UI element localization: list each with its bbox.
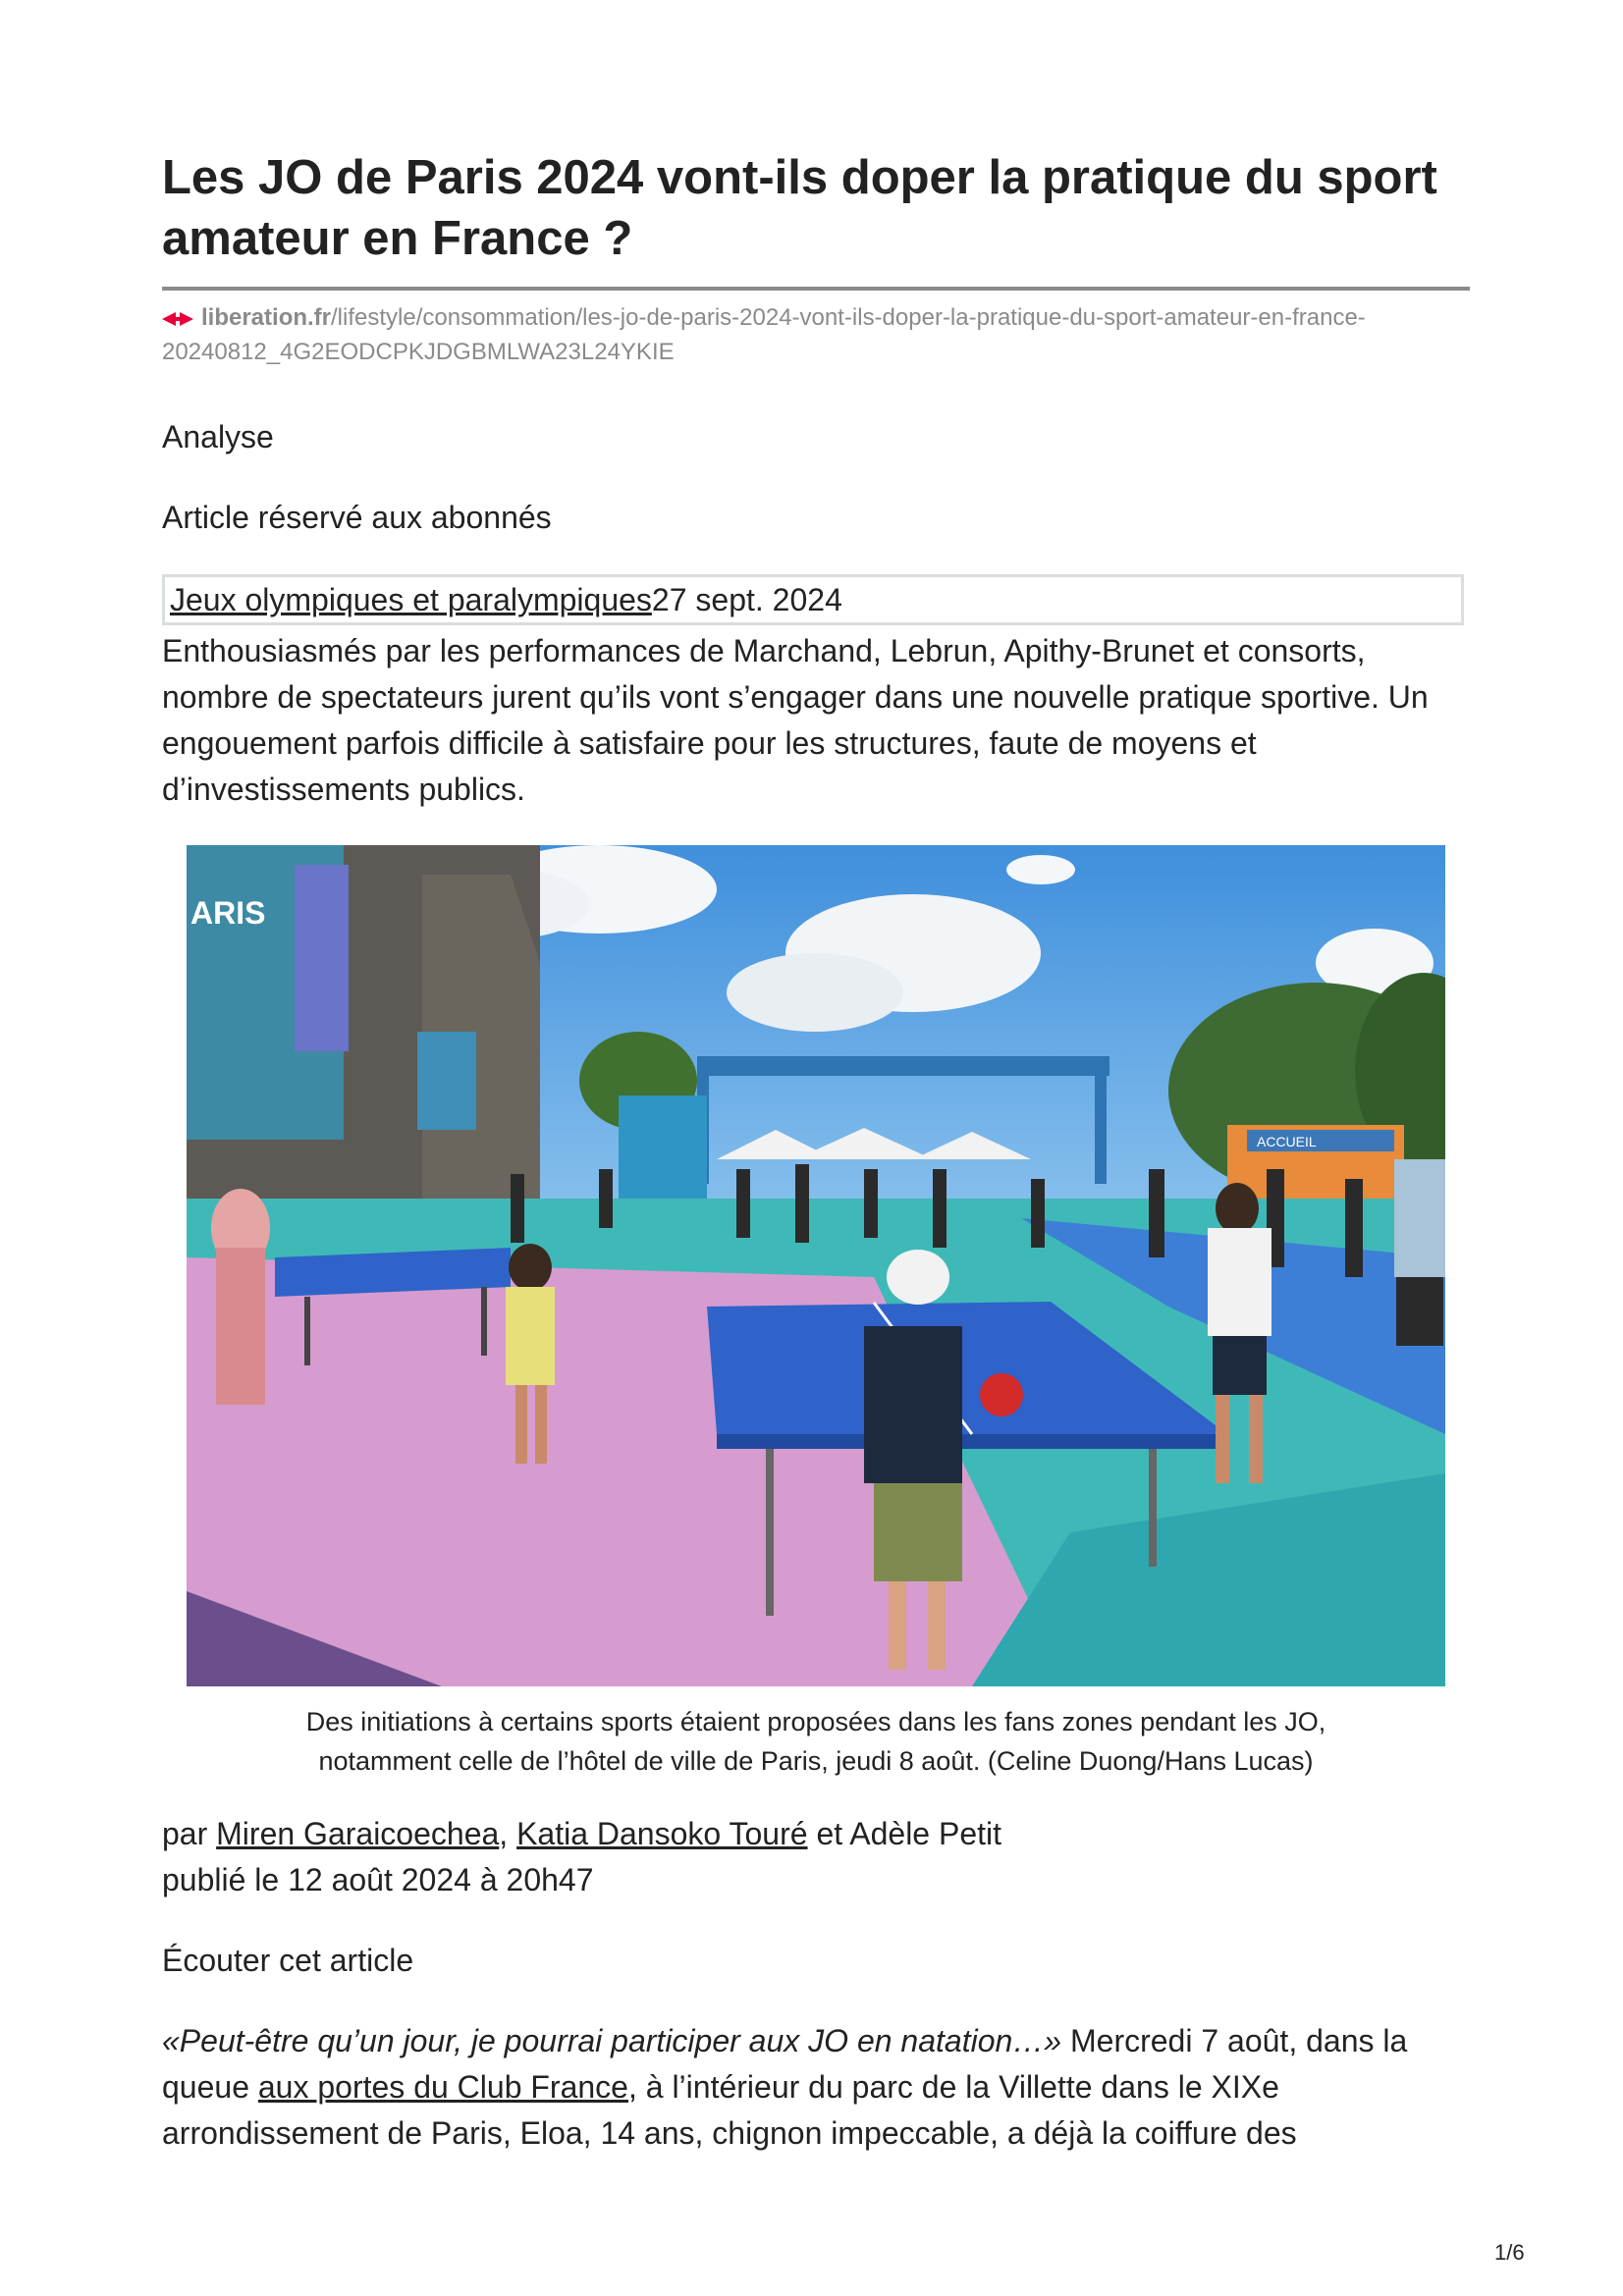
author-link-2[interactable]: Katia Dansoko Touré <box>516 1816 808 1851</box>
tag-link[interactable]: Jeux olympiques et paralympiques <box>170 582 652 617</box>
article-title: Les JO de Paris 2024 vont-ils doper la pratique du sport amateur en France ? <box>162 151 1437 265</box>
page-number: 1/6 <box>1494 2240 1525 2265</box>
tag-box <box>162 574 1464 625</box>
article-chapo: Enthousiasmés par les performances de Marchand, Lebrun, Apithy-Brunet et consorts, nombre de spectateurs jurent qu’ils vont s’engager dans une nouvelle pratique sportive. Un engouement parfois difficile à satisfaire pour les structures, faute de moyens et d’investissements publics. <box>162 633 1429 807</box>
caption-line-2: notamment celle de l’hôtel de ville de Paris, jeudi 8 août. (Celine Duong/Hans Lucas) <box>318 1746 1314 1776</box>
body-part-2: , à l’intérieur du parc de la Villette dans le XIXe arrondissement de Paris, Eloa, 14 ans, chignon impeccable, a déjà la coiffure des <box>162 2069 1297 2151</box>
source-path[interactable]: /lifestyle/consommation/les-jo-de-paris-2024-vont-ils-doper-la-pratique-du-sport-amateur-en-france-20240812_4G2EODCPKJDGBMLWA23L24YKIE <box>162 304 1366 365</box>
booth-sign-text: ACCUEIL <box>1257 1134 1317 1149</box>
article-photo <box>187 845 1445 1686</box>
photo-caption <box>162 1702 1470 1781</box>
article-body <box>162 2018 1470 2157</box>
body-quote: «Peut-être qu’un jour, je pourrai participer aux JO en natation…» <box>162 2023 1062 2058</box>
title-divider <box>162 287 1470 291</box>
caption-line-1: Des initiations à certains sports étaient proposées dans les fans zones pendant les JO, <box>305 1707 1326 1736</box>
fan-zone-photo <box>187 845 1445 1686</box>
listen-label[interactable]: Écouter cet article <box>162 1943 414 1978</box>
source-domain[interactable]: liberation.fr <box>201 304 332 331</box>
tag-date: 27 sept. 2024 <box>651 582 842 617</box>
source-url <box>162 300 1470 369</box>
author-link-1[interactable]: Miren Garaicoechea <box>216 1816 500 1851</box>
byline-prefix: par <box>162 1816 217 1851</box>
liberation-logo-icon <box>162 312 193 326</box>
published-date: publié le 12 août 2024 à 20h47 <box>162 1862 594 1897</box>
club-france-link[interactable]: aux portes du Club France <box>257 2069 628 2105</box>
label-analyse: Analyse <box>162 419 274 454</box>
body-part-1: Mercredi 7 août, dans la queue <box>162 2023 1408 2105</box>
byline-sep-1: , <box>499 1816 517 1851</box>
label-subscribers: Article réservé aux abonnés <box>162 500 552 535</box>
byline <box>162 1811 1470 1857</box>
byline-sep-2: et Adèle Petit <box>807 1816 1002 1851</box>
photo-sign-text: ARIS <box>190 895 266 931</box>
